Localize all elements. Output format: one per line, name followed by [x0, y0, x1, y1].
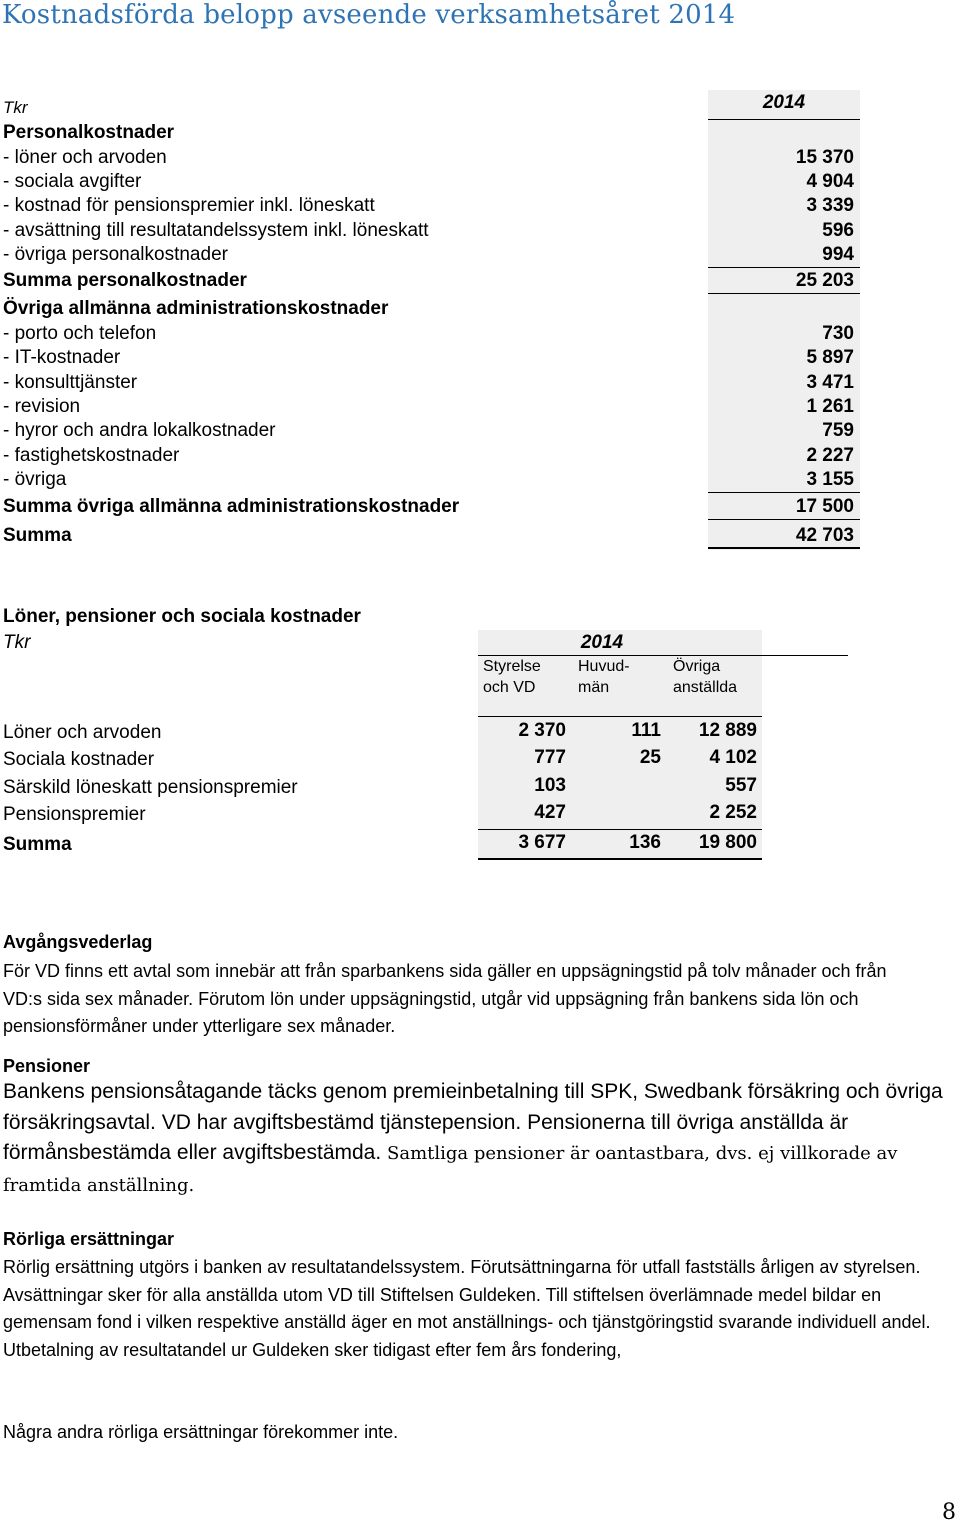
salary-table-title: Löner, pensioner och sociala kostnader	[3, 606, 361, 627]
cost-row-value: 5 897	[806, 347, 854, 368]
cost-row	[0, 394, 860, 418]
salary-cell: 427	[534, 802, 566, 823]
cost-row	[0, 345, 860, 369]
cost-row	[0, 443, 860, 467]
cost-row	[0, 418, 860, 442]
cost-row-value: 15 370	[795, 147, 854, 168]
cost-row-value: 1 261	[806, 396, 854, 417]
col-header-other-staff: Övriga anställda	[673, 658, 738, 696]
rule-before-personal-sum	[708, 267, 860, 268]
cost-row-label: - revision	[3, 396, 81, 417]
cost-row	[0, 370, 860, 394]
rule-after-personal-sum	[708, 293, 860, 294]
salary-row	[0, 832, 860, 858]
salary-cell: 136	[629, 832, 661, 853]
salary-rule-top	[478, 716, 762, 717]
cost-row-value: 596	[822, 220, 854, 241]
page-title: Kostnadsförda belopp avseende verksamhetsåret 2014	[2, 0, 736, 30]
salary-row	[0, 747, 860, 773]
cost-row-value: 3 155	[806, 469, 854, 490]
cost-row	[0, 145, 860, 169]
salary-cell: 111	[631, 720, 661, 741]
salary-cell: 103	[534, 775, 566, 796]
cost-row	[0, 321, 860, 345]
salary-row-label: Löner och arvoden	[3, 722, 162, 743]
cost-row	[0, 242, 860, 266]
pension-text	[3, 1077, 953, 1201]
cost-row-label: - övriga	[3, 469, 67, 490]
salary-row-label: Särskild löneskatt pensionspremier	[3, 777, 298, 798]
salary-cell: 2 370	[518, 720, 566, 741]
salary-cell: 2 252	[709, 802, 757, 823]
cost-row	[0, 169, 860, 193]
pension-heading: Pensioner	[3, 1056, 91, 1076]
cost-row-label: - avsättning till resultatandelssystem inkl. löneskatt	[3, 220, 429, 241]
salary-year-header: 2014	[580, 632, 624, 653]
rule-before-admin-sum	[708, 492, 860, 493]
salary-row	[0, 775, 860, 801]
cost-row	[0, 193, 860, 217]
cost-row-value: 3 339	[806, 195, 854, 216]
salary-rule-before-sum	[478, 829, 762, 830]
cost-row-value: 994	[822, 244, 854, 265]
salary-row-label: Summa	[3, 834, 72, 855]
salary-cell: 777	[534, 747, 566, 768]
pension-text-main: Bankens pensionsåtagande täcks genom premieinbetalning till SPK, Swedbank försäkring och övriga försäkringsavtal. VD har avgiftsbestämd tjänstepension. Pensionerna till övriga anställda är förmånsbestämda eller avgiftsbestämda.	[3, 1080, 943, 1164]
cost-row-label: Summa personalkostnader	[3, 270, 247, 291]
salary-cell: 12 889	[698, 720, 757, 741]
salary-cell: 4 102	[709, 747, 757, 768]
salary-cell: 557	[725, 775, 757, 796]
cost-row-label: - fastighetskostnader	[3, 445, 180, 466]
salary-rule-bottom	[478, 858, 762, 860]
cost-row-label: - konsulttjänster	[3, 372, 138, 393]
cost-row-value: 759	[822, 420, 854, 441]
severance-heading: Avgångsvederlag	[3, 932, 153, 952]
rule-before-total	[708, 519, 860, 520]
unit-label: Tkr	[3, 98, 28, 117]
salary-cell: 3 677	[518, 832, 566, 853]
cost-row-value: 3 471	[806, 372, 854, 393]
page-number: 8	[942, 1500, 956, 1525]
cost-row-label: - hyror och andra lokalkostnader	[3, 420, 276, 441]
cost-row-value: 730	[822, 323, 854, 344]
year-header: 2014	[762, 92, 806, 113]
salary-row	[0, 720, 860, 746]
pension-text-serif: Samtliga pensioner är oantastbara, dvs. ej villkorade av framtida anställning.	[3, 1143, 898, 1196]
salary-row-label: Sociala kostnader	[3, 749, 155, 770]
rule-total-bottom	[708, 547, 860, 549]
cost-row-value: 25 203	[795, 270, 854, 291]
cost-row-label: - löner och arvoden	[3, 147, 167, 168]
cost-row	[0, 494, 860, 518]
cost-row-value: 4 904	[806, 171, 854, 192]
salary-table-unit: Tkr	[3, 632, 31, 653]
cost-row	[0, 296, 860, 320]
severance-text: För VD finns ett avtal som innebär att från sparbankens sida gäller en uppsägningstid på tolv månader och från VD:s sida sex månader. Förutom lön under uppsägningstid, utgår vid uppsägning från bankens sida lön och pensionsförmåner under ytterligare sex månader.	[3, 961, 887, 1036]
salary-row	[0, 802, 860, 828]
cost-row	[0, 120, 860, 144]
salary-cell: 25	[639, 747, 661, 768]
cost-row-label: - porto och telefon	[3, 323, 157, 344]
cost-row-label: - IT-kostnader	[3, 347, 121, 368]
cost-row-label: Summa	[3, 525, 72, 546]
col-header-board: Styrelse och VD	[483, 658, 541, 696]
cost-row	[0, 523, 860, 547]
cost-row	[0, 467, 860, 491]
salary-row-label: Pensionspremier	[3, 804, 146, 825]
cost-row-value: 2 227	[806, 445, 854, 466]
salary-cell: 19 800	[698, 832, 757, 853]
col-header-principals: Huvud-män	[578, 658, 630, 696]
cost-row	[0, 268, 860, 292]
cost-row	[0, 218, 860, 242]
cost-row-value: 42 703	[795, 525, 854, 546]
variable-pay-heading: Rörliga ersättningar	[3, 1229, 175, 1249]
cost-row-label: - sociala avgifter	[3, 171, 142, 192]
cost-row-value: 17 500	[795, 496, 854, 517]
cost-row-label: - övriga personalkostnader	[3, 244, 228, 265]
cost-row-label: Övriga allmänna administrationskostnader	[3, 298, 389, 319]
variable-pay-text: Rörlig ersättning utgörs i banken av resultatandelssystem. Förutsättningarna för utfall fastställs årligen av styrelsen. Avsättningar sker för alla anställda utom VD till Stiftelsen Guldeken. Till stiftelsen överlämnade medel bildar en gemensam fond i vilken respektive anställd äger en mot anställnings- och tjänstgöringstid svarande individuell andel. Utbetalning av resultatandel ur Guldeken sker tidigast efter fem års fondering,	[3, 1257, 931, 1360]
cost-row-label: Summa övriga allmänna administrationskostnader	[3, 496, 460, 517]
cost-row-label: Personalkostnader	[3, 122, 175, 143]
cost-row-label: - kostnad för pensionspremier inkl. löneskatt	[3, 195, 375, 216]
variable-pay-note: Några andra rörliga ersättningar förekommer inte.	[3, 1422, 399, 1442]
